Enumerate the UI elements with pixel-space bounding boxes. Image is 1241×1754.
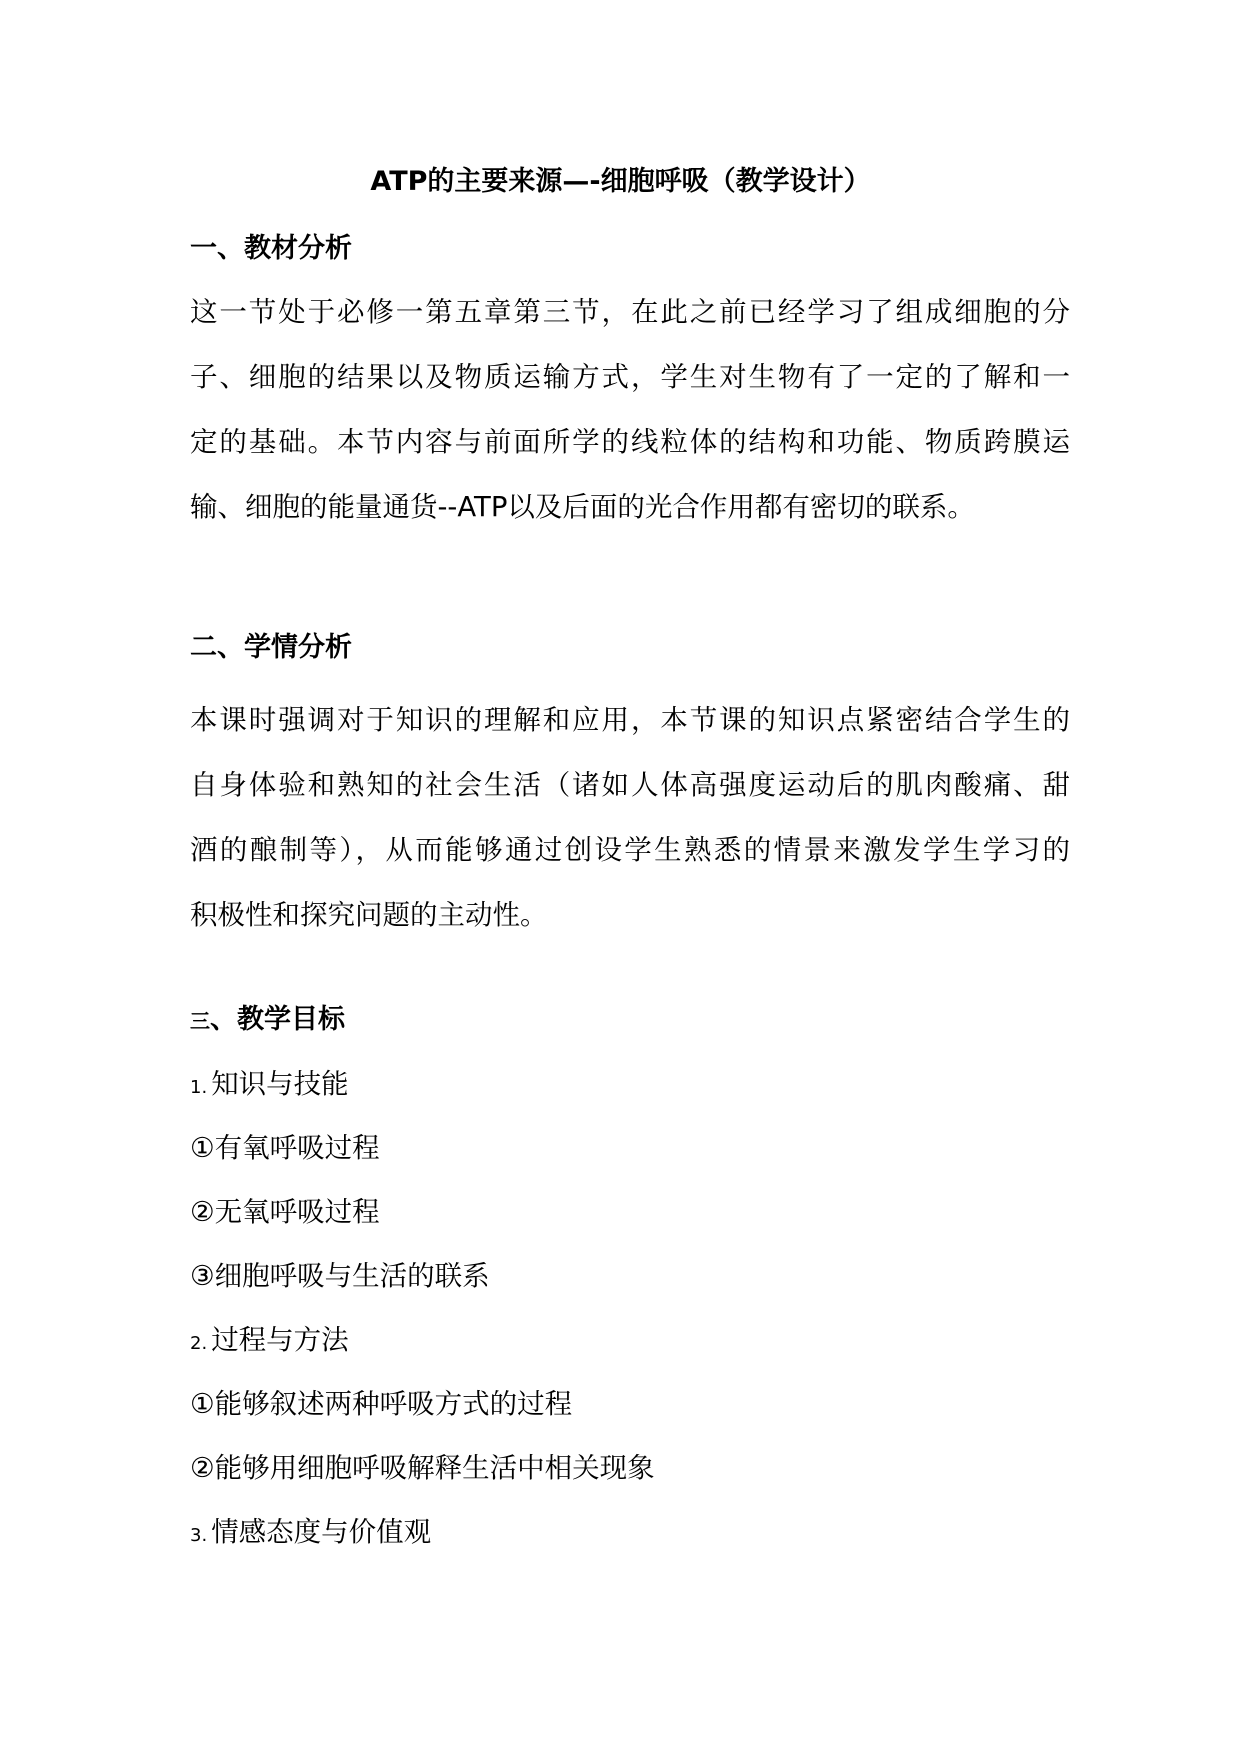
goal-category-attitude [190,1512,431,1556]
goal-item: ②能够用细胞呼吸解释生活中相关现象 [190,1452,655,1484]
goal-item: ③细胞呼吸与生活的联系 [190,1260,490,1292]
section-paragraph-student-analysis [190,688,1070,948]
goal-number: 3. [190,1525,208,1546]
paragraph-line: 本课时强调对于知识的理解和应用，本节课的知识点紧密结合学生的 [190,704,1070,736]
paragraph-line: 自身体验和熟知的社会生活（诸如人体高强度运动后的肌肉酸痛、甜 [190,769,1070,801]
goal-label: 过程与方法 [211,1324,349,1356]
section-heading-textbook-analysis: 一、教材分析 [190,233,352,264]
paragraph-line: 定的基础。本节内容与前面所学的线粒体的结构和功能、物质跨膜运 [190,426,1070,458]
goal-number: 1. [190,1077,208,1098]
goal-label: 知识与技能 [211,1068,349,1100]
goal-label: 情感态度与价值观 [211,1516,432,1548]
goal-category-knowledge [190,1064,349,1108]
paragraph-line: 子、细胞的结果以及物质运输方式，学生对生物有了一定的了解和一 [190,361,1070,393]
section-paragraph-textbook-analysis [190,280,1070,540]
heading-number: 三 [190,1009,210,1033]
goal-item: ①有氧呼吸过程 [190,1132,380,1164]
heading-text: 、教学目标 [210,1004,345,1035]
paragraph-line: 积极性和探究问题的主动性。 [190,899,548,931]
document-title: ATP的主要来源—-细胞呼吸（教学设计） [370,166,871,197]
goal-category-process [190,1320,349,1364]
paragraph-line: 酒的酿制等），从而能够通过创设学生熟悉的情景来激发学生学习的 [190,834,1070,866]
goal-number: 2. [190,1333,208,1354]
paragraph-line: 这一节处于必修一第五章第三节，在此之前已经学习了组成细胞的分 [190,296,1070,328]
paragraph-line: 输、细胞的能量通货--ATP以及后面的光合作用都有密切的联系。 [190,491,975,523]
goal-item: ①能够叙述两种呼吸方式的过程 [190,1388,573,1420]
section-heading-teaching-goals [190,1000,345,1041]
goal-item: ②无氧呼吸过程 [190,1196,380,1228]
section-heading-student-analysis: 二、学情分析 [190,632,352,663]
